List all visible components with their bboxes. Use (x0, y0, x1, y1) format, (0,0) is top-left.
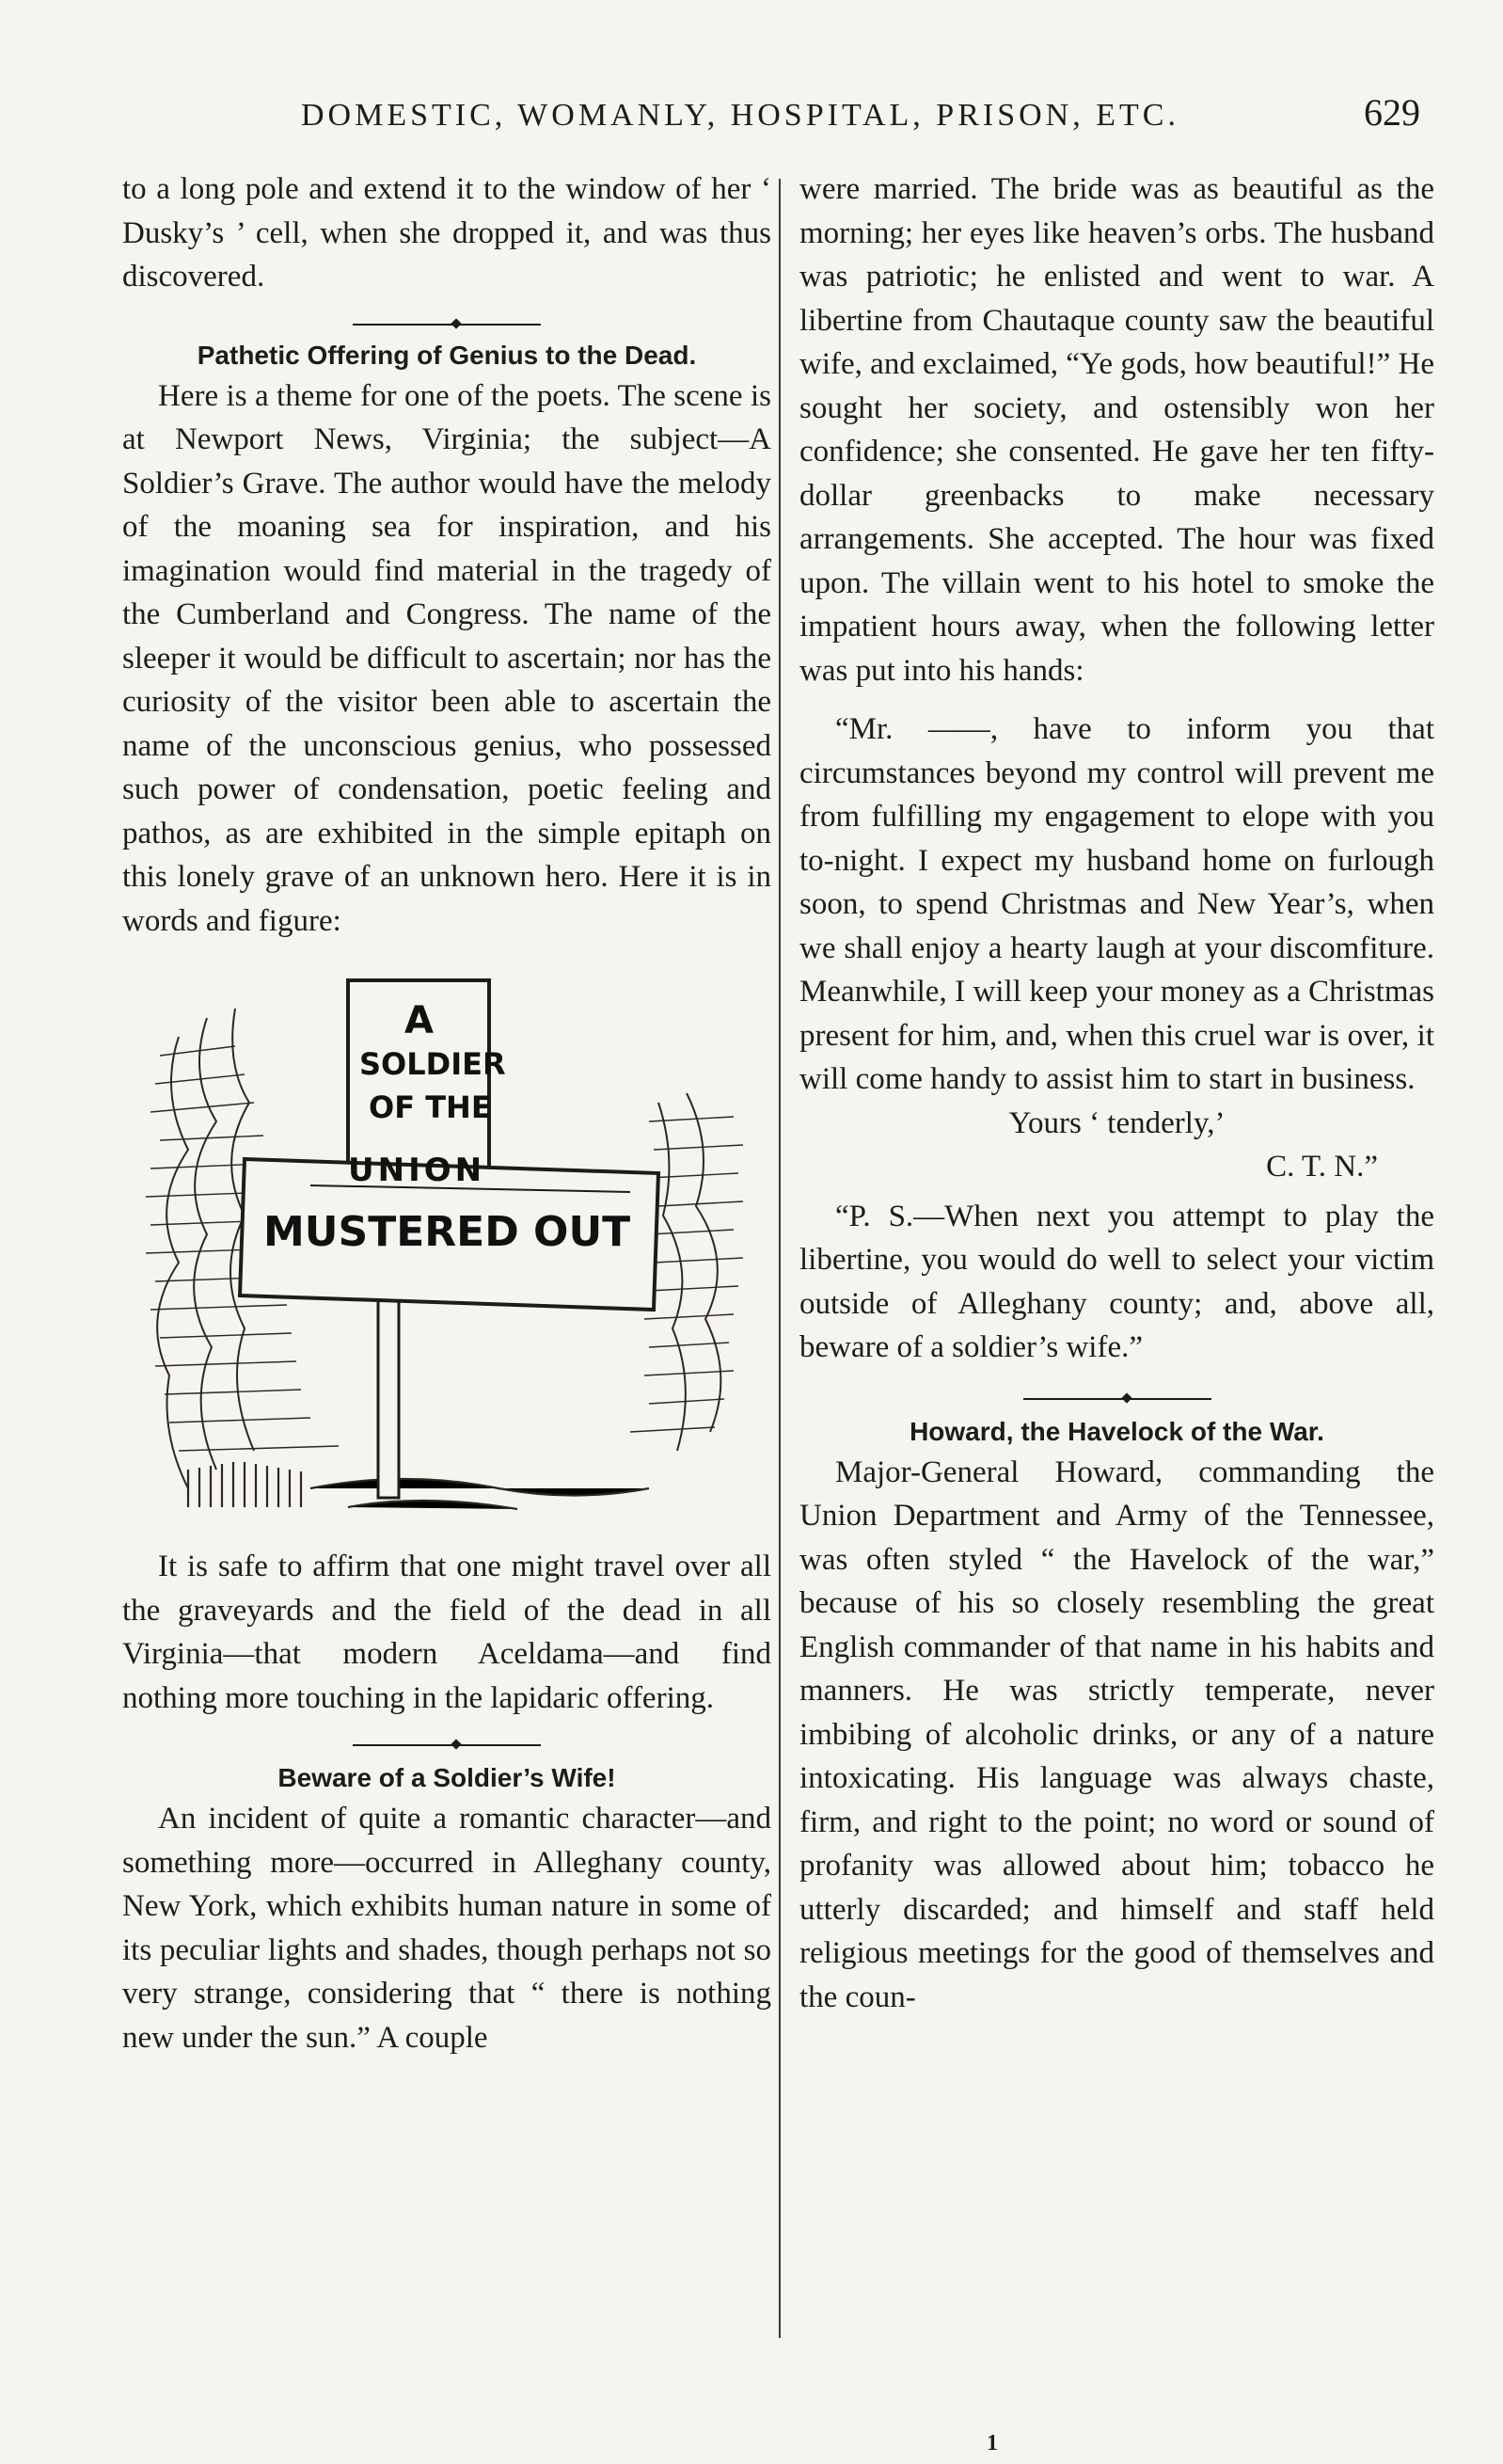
sign-line-of-the: OF THE (369, 1089, 492, 1125)
right-column (799, 167, 1434, 2019)
paragraph-safe-to-affirm: It is safe to affirm that one might travel over all the graveyards and the field of the dead in all Virginia—that modern Aceldama—and find nothing more touching in the lapidaric offering. (122, 1550, 771, 1715)
section-divider (353, 324, 541, 326)
running-head: DOMESTIC, WOMANLY, HOSPITAL, PRISON, ETC. (301, 98, 1179, 133)
footer-mark: 1 (987, 2431, 998, 2456)
sign-line-mustered-out: MUSTERED OUT (263, 1208, 631, 1256)
paragraph-letter: “Mr. ——, have to inform you that circumstances beyond my control will prevent me from fulfilling my engagement to elope with you to-night. I expect my husband home on furlough soon, to spend Christmas and New Year’s, when we shall enjoy a hearty laugh at your discomfiture. Meanwhile, I will keep your money as a Christmas present for him, and, when this cruel war is over, it will come handy to assist him to start in business. (799, 712, 1434, 1096)
heading-howard: Howard, the Havelock of the War. (910, 1416, 1324, 1446)
sign-line-union: UNION (348, 1152, 486, 1189)
section-divider (353, 1744, 541, 1746)
paragraph-postscript: “P. S.—When next you attempt to play the libertine, you would do well to select your victim outside of Alleghany county; and, above all, beware of a soldier’s wife.” (799, 1199, 1434, 1364)
letter-closing: Yours ‘ tenderly,’ (1008, 1105, 1226, 1140)
section-divider (1023, 1398, 1211, 1400)
grave-illustration (122, 962, 771, 1526)
heading-beware: Beware of a Soldier’s Wife! (277, 1763, 616, 1792)
letter-initials: C. T. N.” (1266, 1150, 1378, 1184)
paragraph-theme: Here is a theme for one of the poets. The scene is at Newport News, Virginia; the subject—A Soldier’s Grave. The author would have the melody of the moaning sea for inspiration, and his imagination would find material in the tragedy of the Cumberland and Congress. The name of the sleeper it would be difficult to ascertain; nor has the curiosity of the visitor been able to ascertain the name of the unconscious genius, who possessed such power of condensation, poetic feeling and pathos, as are exhibited in the simple epitaph on this lonely grave of an unknown hero. Here it is in words and figure: (122, 378, 771, 938)
running-header (282, 90, 1430, 147)
sign-line-a: A (404, 999, 434, 1042)
paragraph-married: were married. The bride was as beautiful as the morning; her eyes like heaven’s orbs. The husband was patriotic; he enlisted and went to war. A libertine from Chautaque county saw the beautiful wife, and exclaimed, “Ye gods, how beautiful!” He sought her society, and ostensibly won her confidence; she consented. He gave her ten fifty-dollar greenbacks to make necessary arrangements. She accepted. The hour was fixed upon. The villain went to his hotel to smoke the impatient hours away, when the following letter was put into his hands: (799, 172, 1434, 688)
page-number: 629 (1364, 91, 1420, 134)
paragraph-opening: to a long pole and extend it to the window of her ‘ Dusky’s ’ cell, when she dropped it, and was thus discovered. (122, 172, 771, 294)
paragraph-incident: An incident of quite a romantic character—and something more—occurred in Alleghany county, New York, which exhibits human nature in some of its peculiar lights and shades, though perhaps not so very strange, considering that “ there is nothing new under the sun.” A couple (122, 1802, 771, 2055)
sign-line-soldier: SOLDIER (359, 1046, 506, 1082)
left-column (122, 167, 771, 2059)
paragraph-howard: Major-General Howard, commanding the Union Department and Army of the Tennessee, was often styled “ the Havelock of the war,” because of his so closely resembling the great English commander of that name in his habits and manners. He was strictly temperate, never imbibing of alcoholic drinks, or any of a nature intoxicating. His language was always chaste, firm, and right to the point; no word or sound of profanity was allowed about him; tobacco he utterly discarded; and himself and staff held religious meetings for the good of themselves and the coun- (799, 1455, 1434, 2014)
column-divider (779, 179, 781, 2338)
heading-pathetic-offering: Pathetic Offering of Genius to the Dead. (197, 340, 697, 370)
